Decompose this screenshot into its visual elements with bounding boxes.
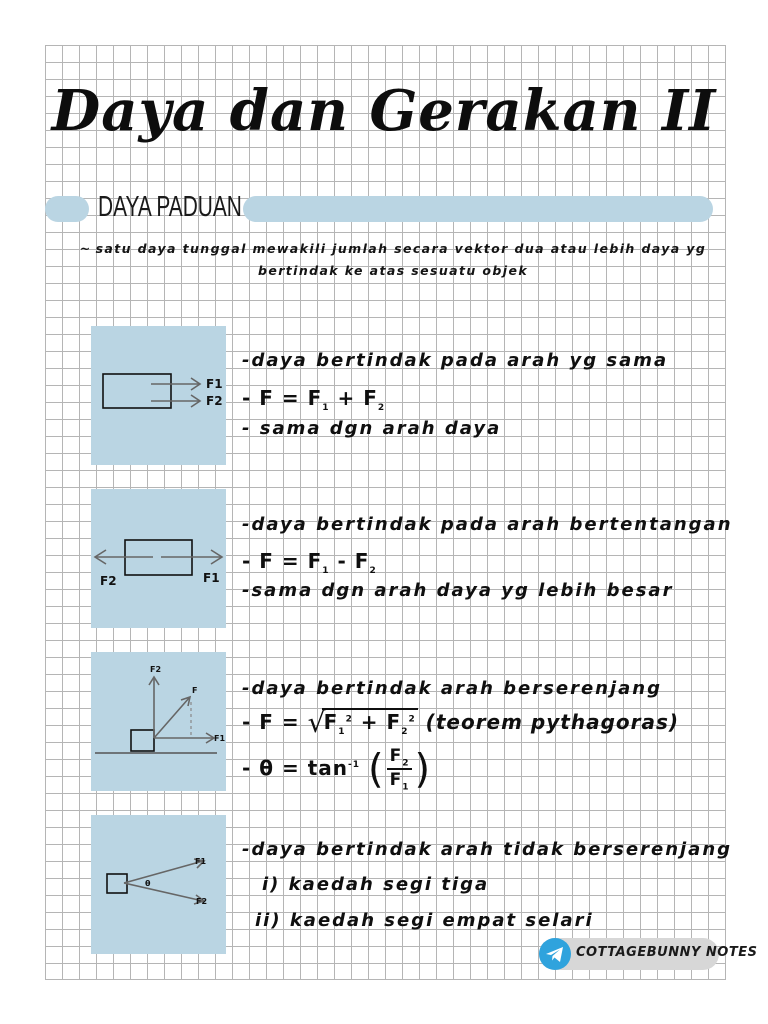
- case2-formula: - $F = F_1 - F_2$: [242, 549, 377, 576]
- f-label: F: [192, 686, 198, 695]
- f2-label: F2: [206, 394, 223, 408]
- resultant-arrow: [154, 698, 189, 738]
- case3-formula: - F = √ $F_1^2 + F_2^2$ (teorem pythagoras): [242, 706, 680, 739]
- theta-label: θ: [145, 879, 151, 888]
- case2-line1: -daya bertindak pada arah bertentangan: [242, 514, 733, 535]
- diagram-opposite-direction: [91, 489, 226, 628]
- f1-label: F1: [206, 377, 223, 391]
- case4-line2: i) kaedah segi tiga: [262, 874, 490, 895]
- f1-label: F1: [195, 857, 207, 866]
- f2-label: F2: [196, 897, 208, 906]
- case3-theta-formula: - $\theta = \tan^{-1}$ ( $\frac{F_2}{F_1}$ ): [242, 746, 432, 793]
- object-box: [103, 374, 171, 408]
- heading-accent-right: [243, 196, 713, 222]
- same-direction-svg: [91, 326, 226, 465]
- case1-line3: - sama dgn arah daya: [242, 418, 502, 439]
- opposite-direction-svg: [91, 489, 226, 628]
- case1-line1: -daya bertindak pada arah yg sama: [242, 350, 669, 371]
- heading-accent-left: [45, 196, 89, 222]
- diagram-same-direction: [91, 326, 226, 465]
- definition-line-1: satu daya tunggal mewakili jumlah secara vektor dua atau lebih daya yg: [95, 241, 707, 256]
- radical-sign: √: [307, 706, 327, 739]
- f2-label: F2: [150, 665, 162, 674]
- f1-arrow: [124, 861, 203, 883]
- footer-brand: COTTAGEBUNNY NOTES: [576, 945, 758, 960]
- object-box: [131, 730, 154, 751]
- page-title: Daya dan Gerakan II: [51, 78, 717, 144]
- case3-line1: -daya bertindak arah berserenjang: [242, 678, 662, 699]
- case4-line1: -daya bertindak arah tidak berserenjang: [242, 839, 733, 860]
- diagram-non-perpendicular: [91, 815, 226, 954]
- diagram-perpendicular: [91, 652, 226, 791]
- f2-label: F2: [100, 574, 117, 588]
- telegram-icon: [539, 938, 571, 970]
- definition-line-2: bertindak ke atas sesuatu objek: [257, 263, 529, 278]
- case2-line3: -sama dgn arah daya yg lebih besar: [242, 580, 674, 601]
- f1-label: F1: [203, 571, 220, 585]
- square-root: √ $F_1^2 + F_2^2$: [307, 706, 416, 739]
- f1-label: F1: [214, 734, 226, 743]
- definition-tilde: ~: [79, 241, 92, 256]
- f2-arrow: [124, 883, 203, 901]
- section-heading: DAYA PADUAN: [98, 191, 242, 223]
- fraction: $\frac{F_2}{F_1}$: [387, 746, 413, 793]
- perpendicular-svg: [91, 652, 226, 791]
- case1-formula: - $F = F_1 + F_2$: [242, 386, 386, 413]
- definition-text: [68, 238, 718, 282]
- non-perpendicular-svg: [91, 815, 226, 954]
- case4-line3: ii) kaedah segi empat selari: [255, 910, 594, 931]
